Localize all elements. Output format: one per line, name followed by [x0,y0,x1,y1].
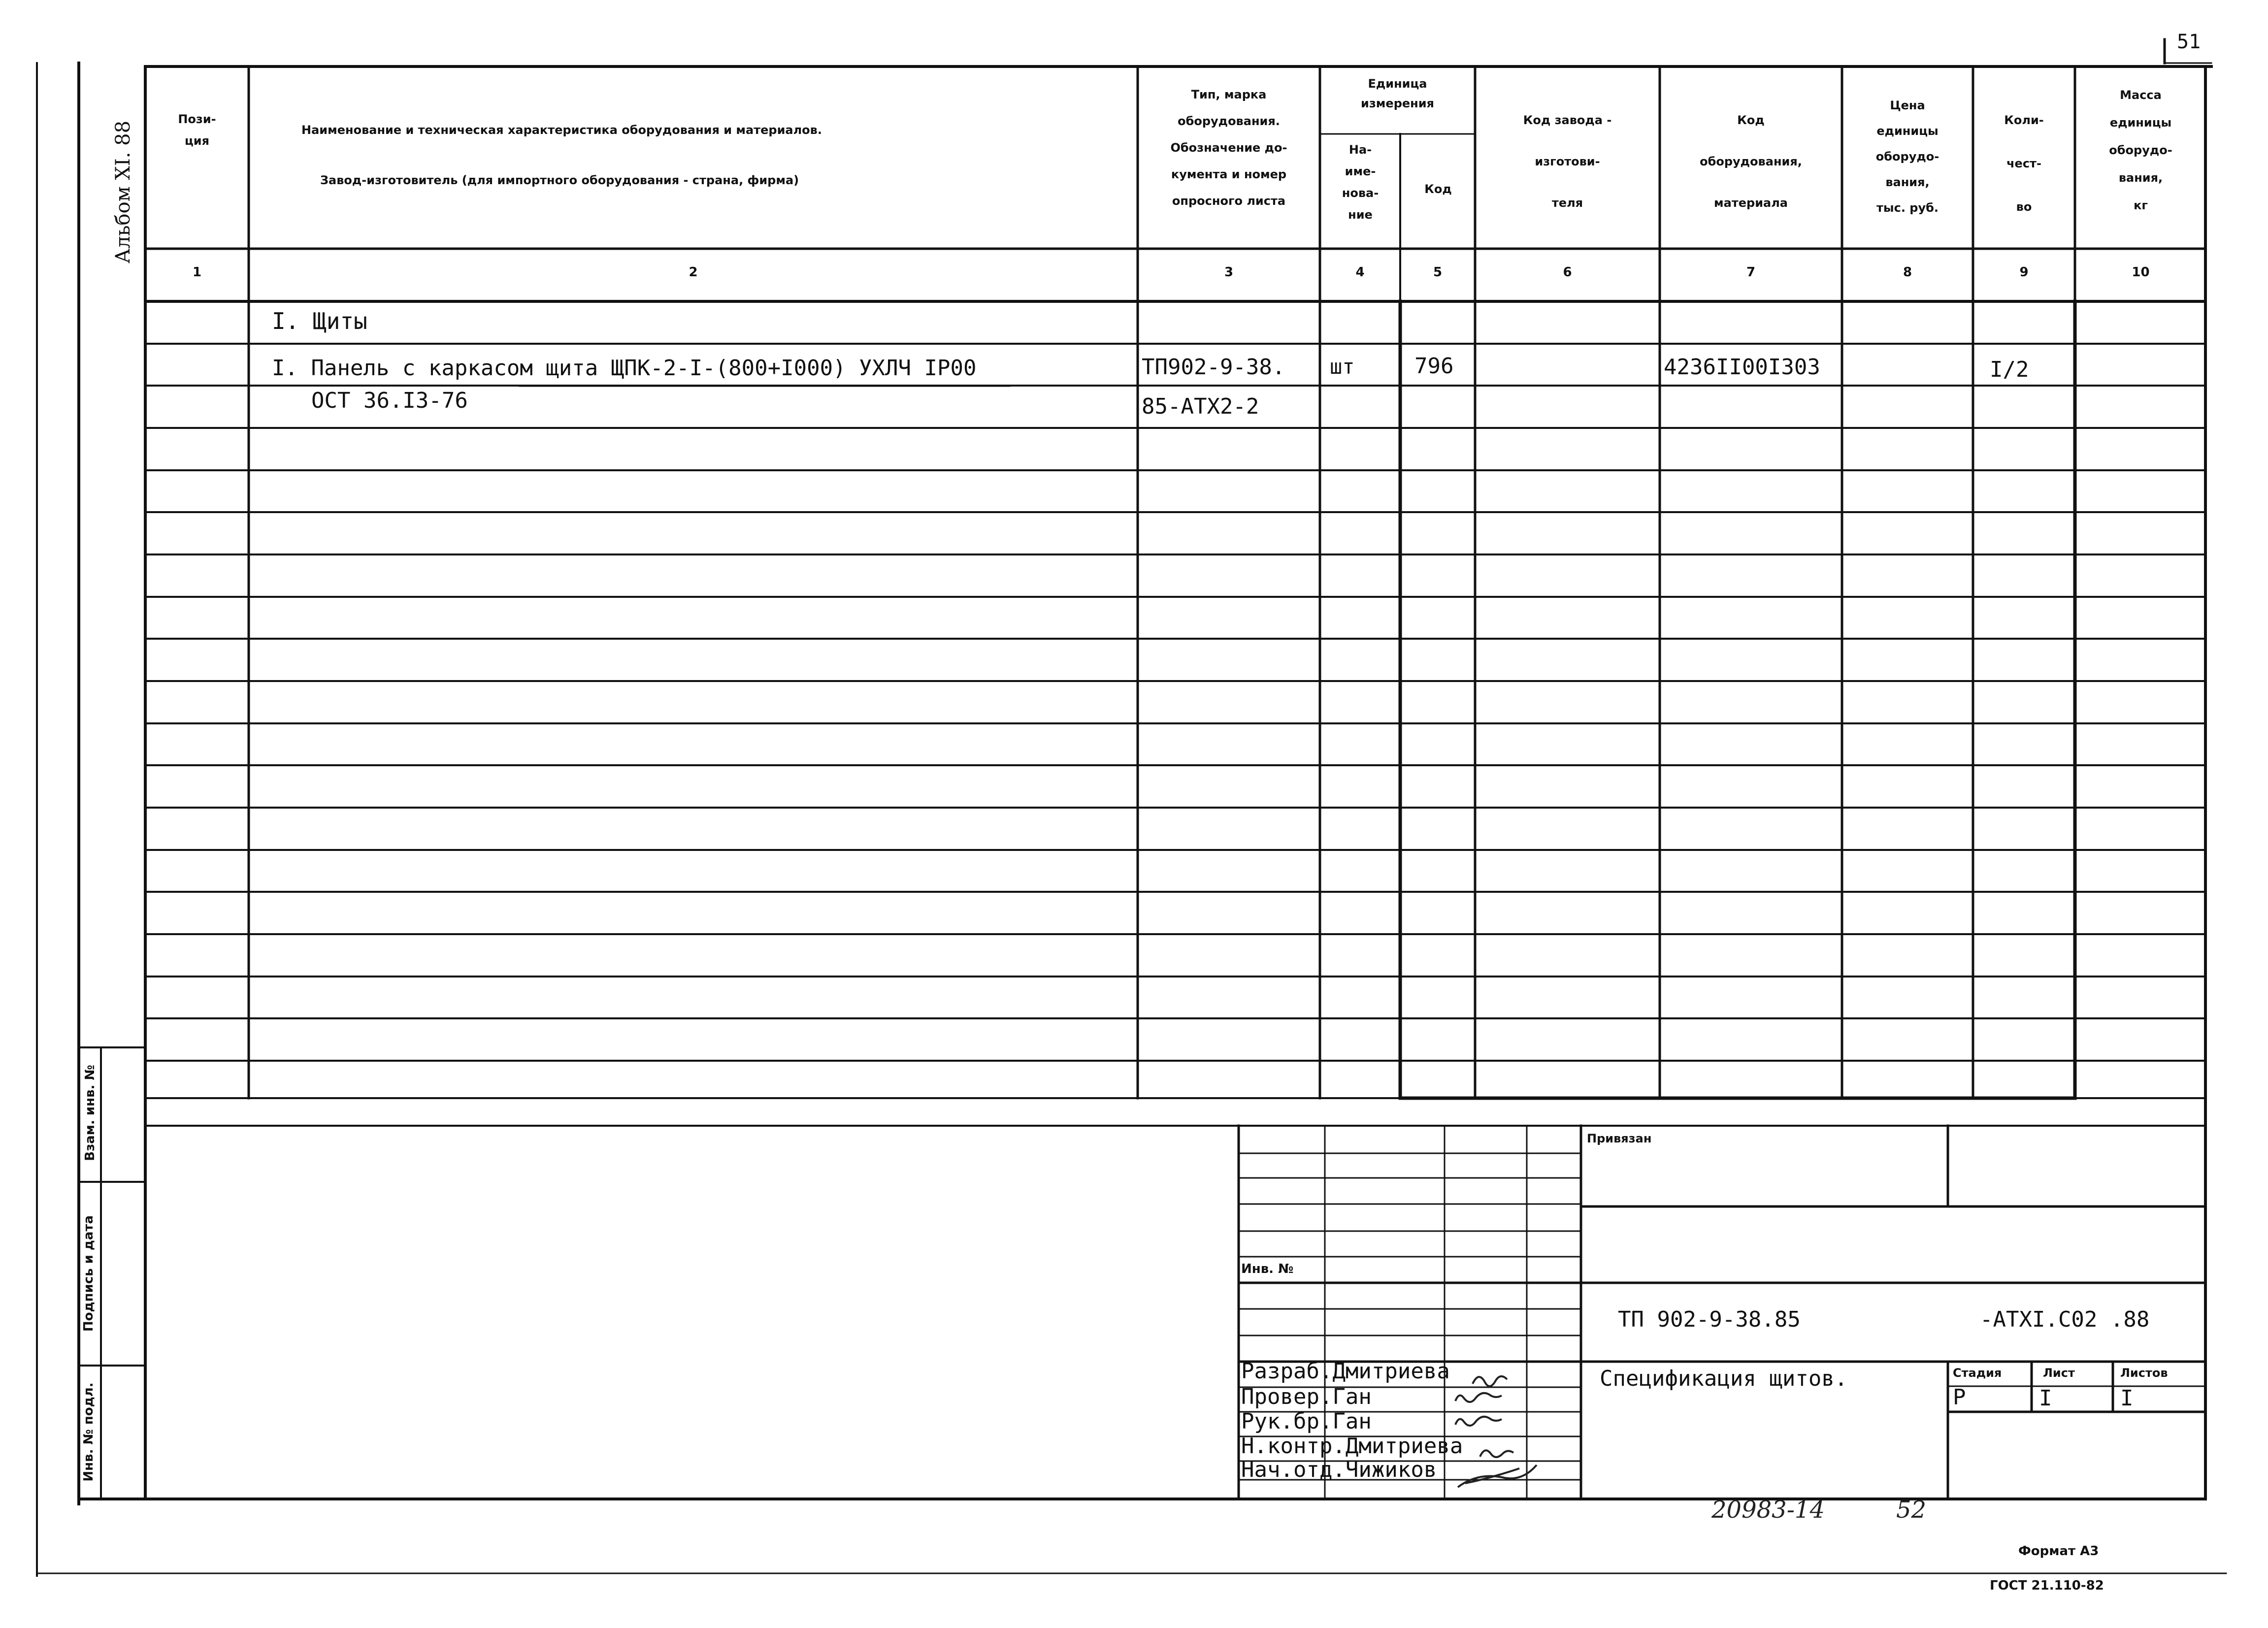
column-number: 10 [2132,265,2150,280]
doc-code-left: ТП 902-9-38.85 [1618,1307,1801,1332]
inv-no-label: Инв. № [1241,1262,1294,1276]
document-title: Спецификация щитов. [1600,1366,1848,1391]
header-name-line0: Наименование и техническая характеристика оборудования и материалов. [301,123,822,137]
row-item-unit-code: 796 [1414,354,1454,379]
doc-code-right: -АТХI.С02 .88 [1980,1307,2150,1332]
row-item-equipment-code: 4236II00I303 [1664,355,1820,380]
row-item-quantity: I/2 [1990,357,2029,382]
privyazan-label: Привязан [1587,1132,1652,1145]
role-developer: Разраб.Дмитриева [1241,1359,1450,1384]
role-dept-head: Нач.отд.Чижиков [1241,1457,1437,1482]
footer-page-number: 52 [1896,1496,1927,1524]
stage-value: Р [1953,1385,1966,1410]
header-name-line1: Завод-изготовитель (для импортного оборудования - страна, фирма) [320,173,799,187]
album-label: Альбом ХI. 88 [112,120,134,264]
role-norm-control: Н.контр.Дмитриева [1241,1433,1463,1459]
header-unit-group: Единица измерения [1361,77,1434,110]
role-checker: Провер.Ган [1241,1384,1372,1409]
row-item-unit: шт [1330,355,1355,379]
column-number: 6 [1563,265,1572,280]
sheet-value: I [2039,1386,2052,1411]
sheets-value: I [2120,1386,2134,1411]
sheets-label: Листов [2120,1366,2168,1380]
column-number: 3 [1224,265,1234,280]
column-number: 4 [1355,265,1365,280]
column-number: 7 [1746,265,1756,280]
header-unit-name: На- име- нова- ние [1342,143,1379,222]
header-quantity: Коли- чест- во [2004,113,2044,214]
stamp-replaced-inv: Взам. инв. № [83,1065,98,1161]
gost-label: ГОСТ 21.110-82 [1990,1578,2104,1593]
row-section-title: I. Щиты [272,308,367,334]
column-number: 1 [192,265,202,280]
stamp-sign-date: Подпись и дата [81,1215,96,1332]
header-price: Цена единицы оборудо- вания, тыс. руб. [1875,98,1939,215]
row-continuation-doc: 85-АТХ2-2 [1142,394,1259,419]
column-number: 2 [689,265,698,280]
header-unit-code: Код [1424,182,1452,196]
column-number: 5 [1433,265,1443,280]
sheet-number: 51 [2177,31,2201,53]
column-number: 9 [2019,265,2029,280]
row-continuation-name: ОСТ 36.I3-76 [311,388,468,413]
header-manufacturer-code: Код завода - изготови- теля [1523,113,1612,210]
column-number: 8 [1903,265,1912,280]
header-equipment-code: Код оборудования, материала [1700,113,1802,210]
footer-registration-code: 20983-14 [1711,1496,1825,1524]
header-mass: Масса единицы оборудо- вания, кг [2109,88,2172,212]
format-label: Формат А3 [2018,1544,2099,1559]
row-item-doc: ТП902-9-38. [1142,355,1285,380]
stamp-inv-orig: Инв. № подл. [81,1382,96,1482]
row-item-name: I. Панель с каркасом щита ЩПК-2-I-(800+I000) УХЛЧ IP00 [272,356,977,381]
role-team-lead: Рук.бр.Ган [1241,1409,1372,1434]
header-position: Пози- ция [178,112,216,148]
sheet-label: Лист [2043,1366,2075,1380]
header-doc-type: Тип, марка оборудования. Обозначение до- кумента и номер опросного листа [1170,88,1287,208]
stage-label: Стадия [1953,1366,2002,1380]
